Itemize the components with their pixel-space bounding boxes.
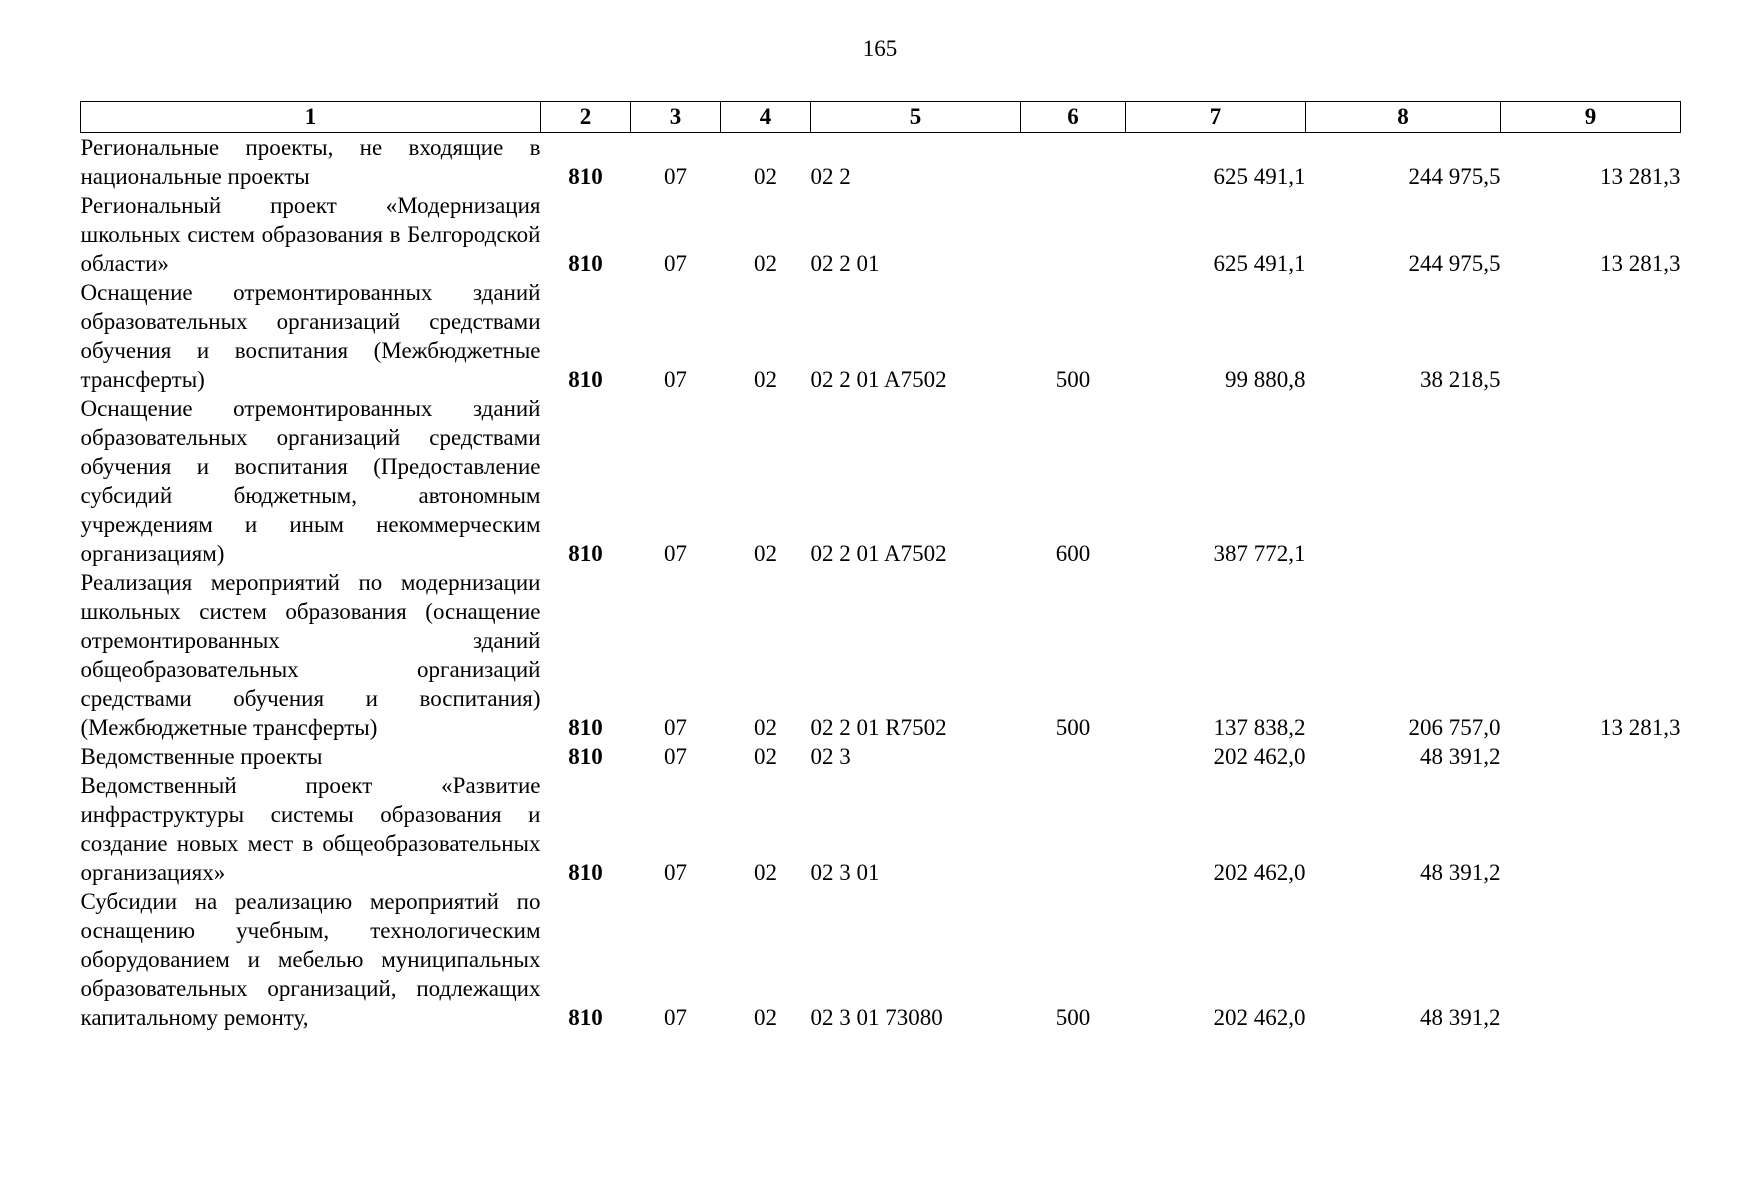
table-row <box>81 278 1681 394</box>
row-rz: 07 <box>664 164 687 189</box>
column-header: 9 <box>1501 102 1681 133</box>
row-pr: 02 <box>754 541 777 566</box>
row-ved: 810 <box>568 251 603 276</box>
header-row <box>81 102 1681 133</box>
row-rz: 07 <box>664 715 687 740</box>
budget-table <box>80 101 1681 1032</box>
row-vr: 600 <box>1055 541 1091 566</box>
column-header: 4 <box>721 102 811 133</box>
table-row <box>81 568 1681 742</box>
row-vr <box>1021 742 1126 771</box>
column-header: 1 <box>81 102 541 133</box>
row-csr: 02 3 01 73080 <box>810 1005 943 1030</box>
row-pr: 02 <box>754 367 777 392</box>
row-vr <box>1021 191 1126 278</box>
row-name: Субсидии на реализацию мероприятий по оснащению учебным, технологическим оборудованием и мебелью муниципальных образовательных организаций, подлежащих капитальному ремонту, <box>80 889 541 1030</box>
row-sum-2: 48 391,2 <box>1420 744 1501 769</box>
row-sum-1: 625 491,1 <box>1213 251 1306 276</box>
row-name: Ведомственные проекты <box>80 744 323 769</box>
row-csr: 02 2 01 R7502 <box>810 715 947 740</box>
column-header: 3 <box>631 102 721 133</box>
row-sum-1: 99 880,8 <box>1225 367 1306 392</box>
row-name: Региональный проект «Модернизация школьных систем образования в Белгородской области» <box>80 193 541 276</box>
row-ved: 810 <box>568 367 603 392</box>
row-ved: 810 <box>568 715 603 740</box>
row-sum-3 <box>1501 394 1681 568</box>
row-sum-1: 202 462,0 <box>1213 1005 1306 1030</box>
column-header: 8 <box>1306 102 1501 133</box>
row-csr: 02 2 01 A7502 <box>810 367 947 392</box>
row-csr: 02 2 <box>810 164 851 189</box>
row-sum-3 <box>1501 771 1681 887</box>
row-vr: 500 <box>1055 367 1091 392</box>
row-name: Ведомственный проект «Развитие инфраструктуры системы образования и создание новых мест в общеобразовательных организациях» <box>80 773 541 885</box>
row-sum-1: 202 462,0 <box>1213 860 1306 885</box>
row-sum-2: 244 975,5 <box>1408 251 1501 276</box>
column-header: 7 <box>1126 102 1306 133</box>
page-number: 165 <box>862 36 898 61</box>
row-ved: 810 <box>568 1005 603 1030</box>
row-name: Реализация мероприятий по модернизации школьных систем образования (оснащение отремонтированных зданий общеобразовательных организаций средствами обучения и воспитания) (Межбюджетные трансферты) <box>80 570 541 740</box>
row-sum-3 <box>1501 887 1681 1032</box>
row-ved: 810 <box>568 541 603 566</box>
row-name: Региональные проекты, не входящие в национальные проекты <box>80 135 541 189</box>
row-rz: 07 <box>664 367 687 392</box>
row-sum-1: 137 838,2 <box>1213 715 1306 740</box>
row-pr: 02 <box>754 744 777 769</box>
row-pr: 02 <box>754 715 777 740</box>
table-row <box>81 133 1681 192</box>
row-name: Оснащение отремонтированных зданий образовательных организаций средствами обучения и воспитания (Предоставление субсидий бюджетным, автономным учреждениям и иным некоммерческим организациям) <box>80 396 541 566</box>
row-vr <box>1021 771 1126 887</box>
row-csr: 02 3 <box>810 744 851 769</box>
row-csr: 02 2 01 A7502 <box>810 541 947 566</box>
row-sum-3: 13 281,3 <box>1600 164 1681 189</box>
row-sum-3: 13 281,3 <box>1600 715 1681 740</box>
row-csr: 02 2 01 <box>810 251 880 276</box>
row-sum-2: 206 757,0 <box>1408 715 1501 740</box>
table-row <box>81 742 1681 771</box>
row-sum-2: 48 391,2 <box>1420 860 1501 885</box>
row-pr: 02 <box>754 860 777 885</box>
row-pr: 02 <box>754 164 777 189</box>
row-name: Оснащение отремонтированных зданий образовательных организаций средствами обучения и воспитания (Межбюджетные трансферты) <box>80 280 541 392</box>
row-sum-2: 48 391,2 <box>1420 1005 1501 1030</box>
row-rz: 07 <box>664 1005 687 1030</box>
column-header: 5 <box>811 102 1021 133</box>
row-vr: 500 <box>1055 1005 1091 1030</box>
row-rz: 07 <box>664 541 687 566</box>
row-sum-2 <box>1306 394 1501 568</box>
row-pr: 02 <box>754 1005 777 1030</box>
row-sum-1: 202 462,0 <box>1213 744 1306 769</box>
row-sum-3: 13 281,3 <box>1600 251 1681 276</box>
table-row <box>81 887 1681 1032</box>
row-rz: 07 <box>664 860 687 885</box>
column-header: 2 <box>541 102 631 133</box>
row-sum-2: 38 218,5 <box>1420 367 1501 392</box>
row-pr: 02 <box>754 251 777 276</box>
row-sum-1: 625 491,1 <box>1213 164 1306 189</box>
row-sum-2: 244 975,5 <box>1408 164 1501 189</box>
row-vr: 500 <box>1055 715 1091 740</box>
row-sum-1: 387 772,1 <box>1213 541 1306 566</box>
row-ved: 810 <box>568 744 603 769</box>
row-vr <box>1021 133 1126 192</box>
row-sum-3 <box>1501 278 1681 394</box>
table-row <box>81 394 1681 568</box>
row-ved: 810 <box>568 860 603 885</box>
row-ved: 810 <box>568 164 603 189</box>
row-rz: 07 <box>664 744 687 769</box>
row-sum-3 <box>1501 742 1681 771</box>
row-rz: 07 <box>664 251 687 276</box>
table-row <box>81 191 1681 278</box>
table-row <box>81 771 1681 887</box>
column-header: 6 <box>1021 102 1126 133</box>
row-csr: 02 3 01 <box>810 860 880 885</box>
